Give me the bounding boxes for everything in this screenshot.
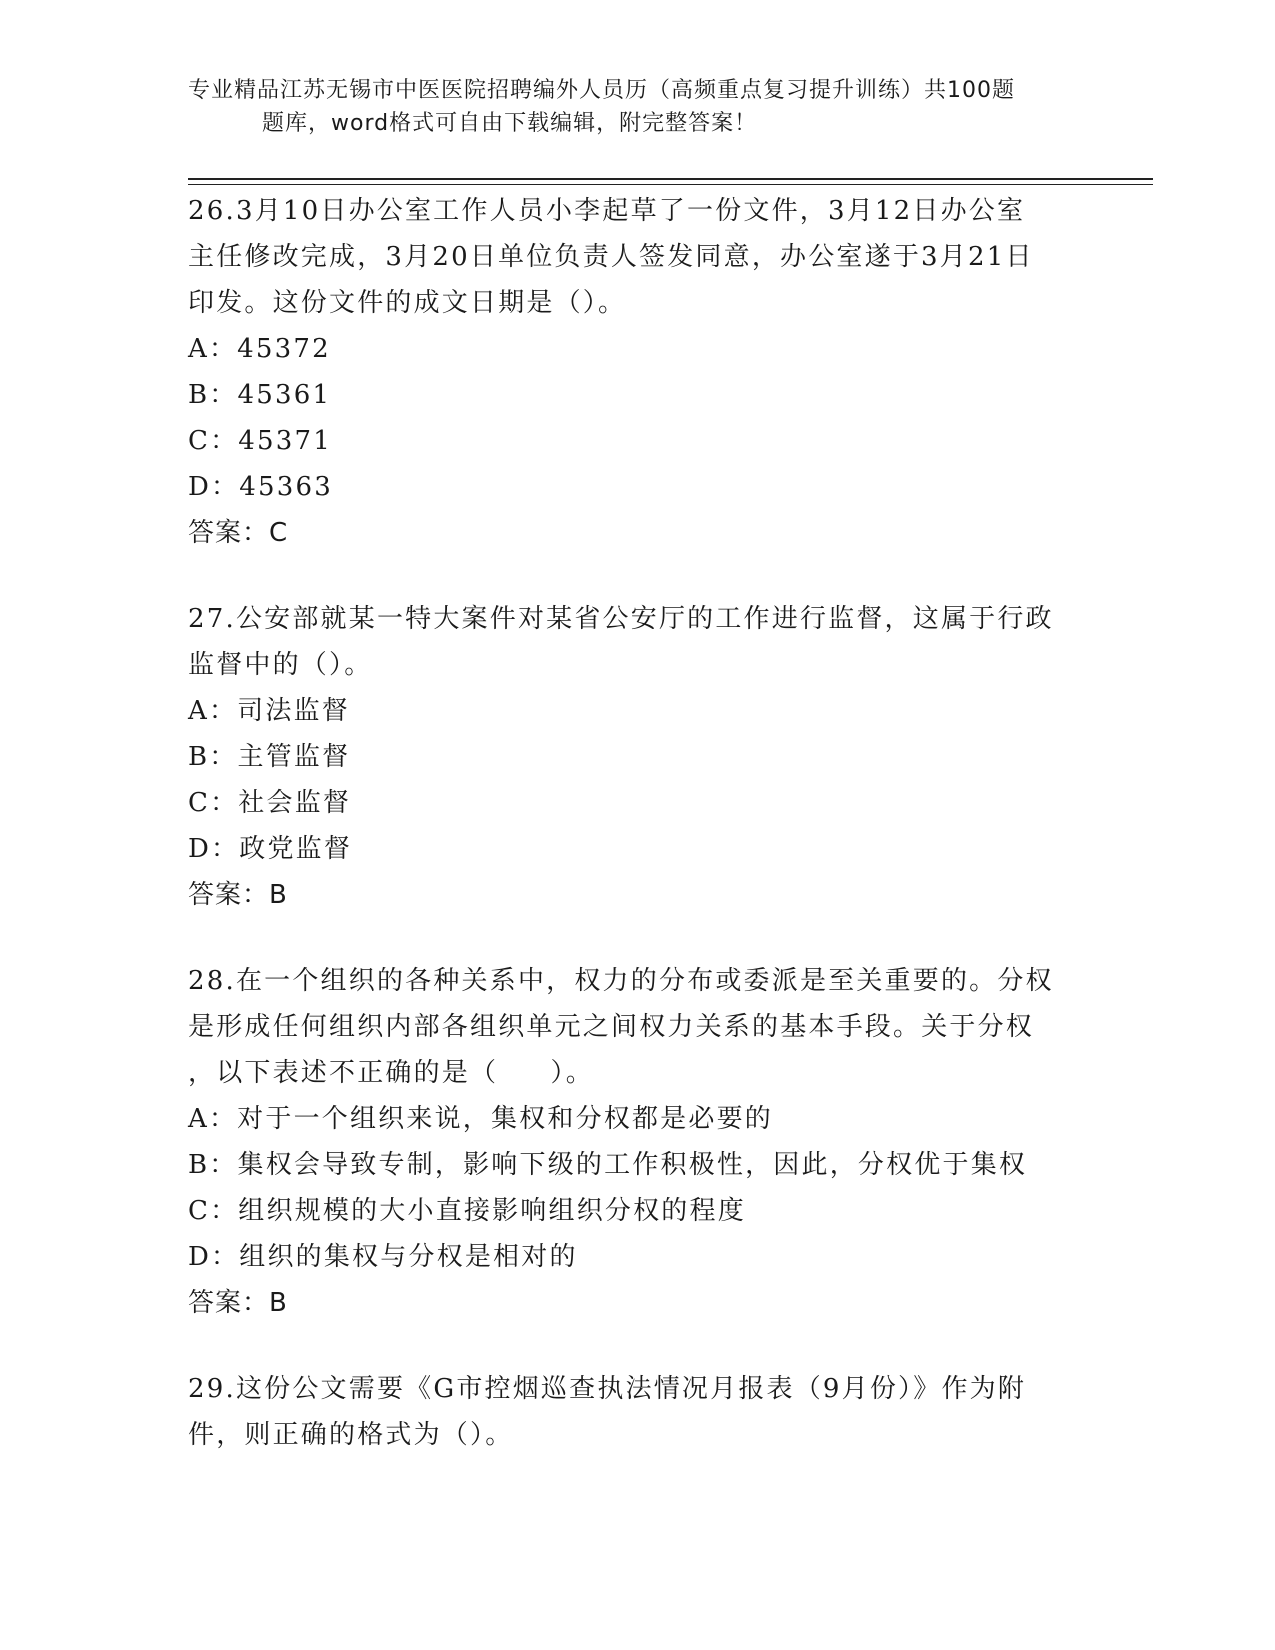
header-title-line-2: 题库，word格式可自由下载编辑，附完整答案！ xyxy=(262,111,758,136)
question-26-answer: 答案：C xyxy=(188,518,289,548)
question-27-option-b: B：主管监督 xyxy=(188,742,351,772)
question-27-option-c: C：社会监督 xyxy=(188,788,352,818)
question-26-option-a: A：45372 xyxy=(188,334,331,364)
question-27 xyxy=(188,596,1088,918)
question-27-line-1: 27.公安部就某一特大案件对某省公安厅的工作进行监督，这属于行政 xyxy=(188,604,1054,634)
header-title-line-1: 专业精品江苏无锡市中医医院招聘编外人员历（高频重点复习提升训练）共100题 xyxy=(188,78,1015,103)
question-26 xyxy=(188,188,1088,556)
question-27-option-d: D：政党监督 xyxy=(188,834,353,864)
header-divider-thick xyxy=(188,178,1153,180)
question-27-answer: 答案：B xyxy=(188,880,288,910)
question-26-option-d: D：45363 xyxy=(188,472,333,502)
question-28 xyxy=(188,958,1088,1326)
question-26-line-2: 主任修改完成，3月20日单位负责人签发同意，办公室遂于3月21日 xyxy=(188,242,1034,272)
question-28-option-a: A：对于一个组织来说，集权和分权都是必要的 xyxy=(188,1104,773,1134)
question-27-line-2: 监督中的（）。 xyxy=(188,650,373,680)
question-26-option-c: C：45371 xyxy=(188,426,333,456)
question-28-line-3: ，以下表述不正确的是（ ）。 xyxy=(188,1058,594,1088)
question-26-line-3: 印发。这份文件的成文日期是（）。 xyxy=(188,288,627,318)
header-divider-thin xyxy=(188,184,1153,185)
question-28-line-2: 是形成任何组织内部各组织单元之间权力关系的基本手段。关于分权 xyxy=(188,1012,1035,1042)
question-29-line-1: 29.这份公文需要《G市控烟巡查执法情况月报表（9月份）》作为附 xyxy=(188,1374,1027,1404)
question-26-option-b: B：45361 xyxy=(188,380,332,410)
question-29-line-2: 件，则正确的格式为（）。 xyxy=(188,1420,514,1450)
question-27-option-a: A：司法监督 xyxy=(188,696,350,726)
question-28-option-c: C：组织规模的大小直接影响组织分权的程度 xyxy=(188,1196,746,1226)
document-header xyxy=(188,74,1088,140)
question-29 xyxy=(188,1366,1088,1458)
question-28-line-1: 28.在一个组织的各种关系中，权力的分布或委派是至关重要的。分权 xyxy=(188,966,1054,996)
question-list xyxy=(188,188,1088,1498)
question-26-line-1: 26.3月10日办公室工作人员小李起草了一份文件，3月12日办公室 xyxy=(188,196,1026,226)
question-28-option-d: D：组织的集权与分权是相对的 xyxy=(188,1242,578,1272)
question-28-option-b: B：集权会导致专制，影响下级的工作积极性，因此，分权优于集权 xyxy=(188,1150,1028,1180)
question-28-answer: 答案：B xyxy=(188,1288,288,1318)
